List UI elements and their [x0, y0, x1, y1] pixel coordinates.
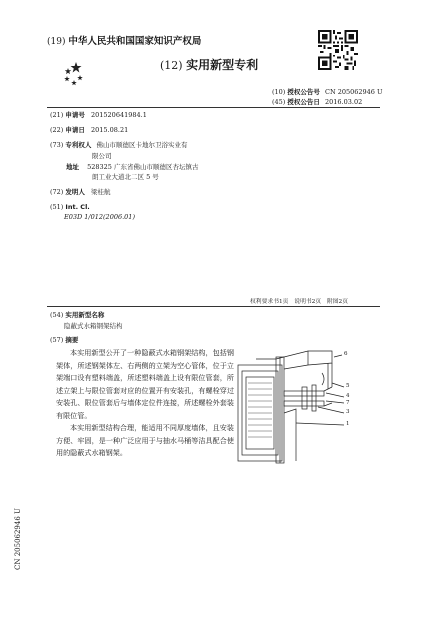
doc-type-code: (12) [160, 59, 183, 72]
figure-label-5: 5 [346, 383, 350, 389]
abstract-paragraph-2: 本实用新型结构合理，能适用不同厚度墙体，且安装方便、牢固，是一种广泛应用于与抽水马桶等洁具配合使用的隐蔽式水箱钢架。 [56, 423, 234, 457]
abstract-code: (57) [50, 336, 64, 344]
abstract-label: 摘要 [65, 336, 79, 344]
cnipa-emblem [60, 58, 86, 92]
pub-date-value: 2016.03.02 [325, 98, 363, 106]
qr-code [318, 30, 358, 70]
emblem-icon [60, 58, 86, 92]
int-cl-value: E03D 1/012(2006.01) [64, 213, 135, 221]
application-number [50, 111, 147, 119]
title-label: 实用新型名称 [65, 311, 105, 319]
doc-type-title: 实用新型专利 [186, 58, 259, 72]
app-date-value: 2015.08.21 [91, 126, 129, 134]
doc-type [160, 59, 258, 72]
application-date [50, 126, 128, 134]
pub-number-label: 授权公告号 [287, 88, 320, 96]
pub-date-label: 授权公告日 [287, 98, 320, 106]
pub-date-code: (45) [272, 98, 286, 106]
app-no-label: 申请号 [65, 111, 85, 119]
middle-divider [47, 306, 380, 307]
abstract-body [56, 347, 234, 460]
inventor-label: 发明人 [65, 188, 85, 196]
pub-number-value: CN 205062946 U [325, 88, 383, 96]
pub-number-line [272, 88, 383, 96]
address-line1: 528325 广东省佛山市顺德区杏坛镇古 [87, 163, 199, 171]
utility-title: 隐蔽式水箱钢架结构 [64, 322, 123, 330]
patentee-code: (73) [50, 141, 64, 149]
figure-label-1: 1 [346, 421, 350, 427]
inventor-code: (72) [50, 188, 64, 196]
qr-code-icon [318, 30, 358, 70]
abstract-paragraph-1: 本实用新型公开了一种隐蔽式水箱钢架结构，包括钢架体，所述钢架体左、右两侧的立架为空心管体，位于立架端口设有塑料端盖，所述塑料端盖上设有限位管套，所述立架上与限位管套对应的位置开有安装孔，有螺栓穿过安装孔、限位管套后与墙体定位件连接，所述螺栓外套装有限位管。 [56, 348, 234, 420]
pub-date-line [272, 98, 362, 106]
address-label: 地址 [66, 163, 79, 171]
app-date-code: (22) [50, 126, 64, 134]
app-no-code: (21) [50, 111, 64, 119]
office-code: (19) [47, 37, 66, 47]
office-line [47, 36, 201, 48]
int-cl-label: Int. Cl. [65, 203, 90, 211]
address-line2: 朗工业大道北二区 5 号 [92, 173, 159, 181]
int-cl [50, 203, 90, 211]
app-no-value: 201520641984.1 [91, 111, 147, 119]
header-divider [47, 107, 380, 108]
water-tank-frame-drawing [236, 343, 380, 465]
inventor [50, 188, 111, 196]
figure-label-3: 3 [346, 409, 350, 415]
inventor-name: 梁桂航 [91, 188, 111, 196]
office-name: 中华人民共和国国家知识产权局 [68, 36, 202, 47]
title-code: (54) [50, 311, 64, 319]
app-date-label: 申请日 [65, 126, 85, 134]
address [66, 163, 198, 171]
figure-label-4: 4 [346, 393, 350, 399]
side-pub-number: CN 205062946 U [14, 508, 22, 570]
figure-label-7: 7 [346, 400, 350, 406]
patent-figure [236, 343, 380, 465]
utility-title-heading [50, 311, 104, 319]
patentee-label: 专利权人 [65, 141, 92, 149]
patentee-name-line2: 限公司 [92, 152, 112, 160]
patentee [50, 141, 188, 149]
figure-label-6: 6 [344, 351, 348, 357]
int-cl-code: (51) [50, 203, 64, 211]
abstract-heading [50, 336, 78, 344]
patentee-name-line1: 佛山市顺德区卡地尔卫浴实业有 [96, 141, 188, 149]
pages-note: 权利要求书1页 说明书2页 附图2页 [250, 299, 349, 305]
pub-number-code: (10) [272, 88, 286, 96]
